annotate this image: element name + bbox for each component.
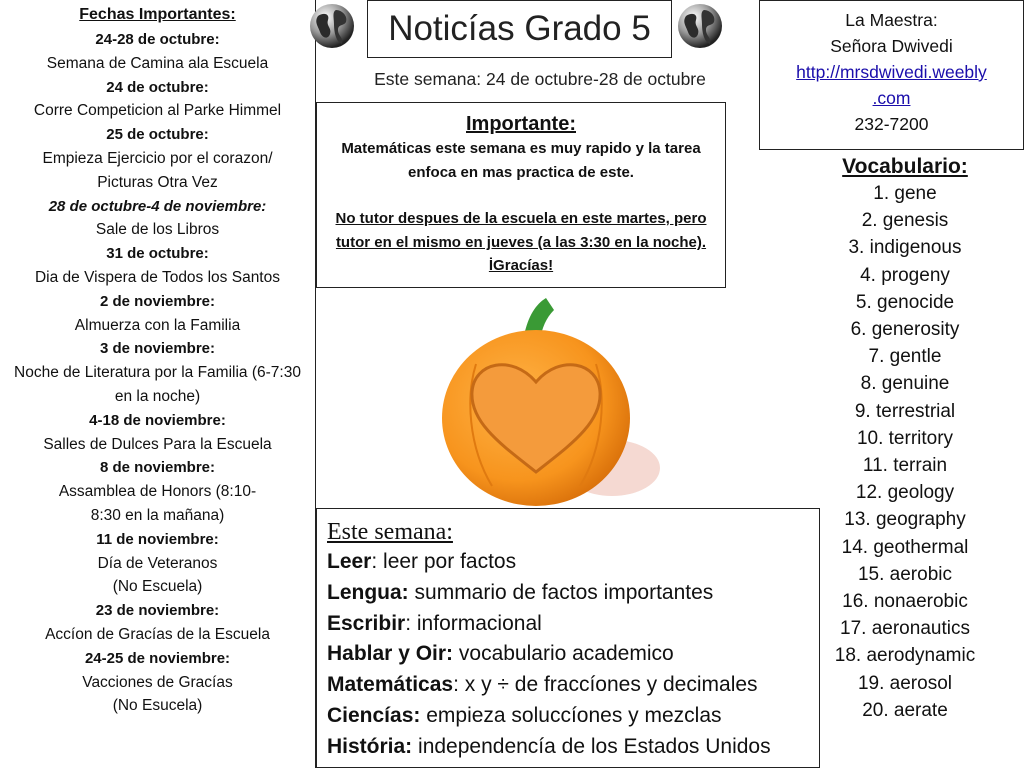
date-item: 24-28 de octubre: Semana de Camina ala Escuela — [46, 31, 269, 72]
vocabulary-word: 20. aerate — [862, 699, 948, 721]
date-item: 25 de octubre: Empieza Ejercicio por el corazon/ Picturas Otra Vez — [42, 126, 273, 191]
important-dates-column — [0, 0, 316, 768]
date-item: 24 de octubre: Corre Competicion al Parke Himmel — [33, 78, 282, 120]
date-item: 23 de noviembre: Accíon de Gracías de la Escuela — [45, 602, 270, 643]
vocabulary-word: 18. aerodynamic — [834, 645, 976, 667]
subject-row: Ciencías: empieza soluccíones y mezclas — [327, 703, 722, 727]
pumpkin-heart-image — [436, 296, 666, 508]
teacher-label: La Maestra: — [845, 10, 938, 30]
date-item: 4-18 de noviembre: Salles de Dulces Para la Escuela — [43, 411, 272, 453]
vocabulary-word: 2. genesis — [861, 210, 949, 232]
date-item: 24-25 de noviembre: Vacciones de Gracías (No Esucela) — [82, 649, 233, 715]
subject-row: Matemáticas: x y ÷ de fraccíones y decimales — [327, 673, 758, 697]
week-range: Este semana: 24 de octubre-28 de octubre — [374, 69, 706, 89]
date-item: 28 de octubre-4 de noviembre: Sale de los Libros — [48, 197, 267, 239]
subject-row: Leer: leer por factos — [327, 550, 517, 573]
vocabulary-word: 9. terrestrial — [854, 400, 956, 422]
important-note-math: Matemáticas este semana es muy rapido y la tarea enfoca en mas practica de este. — [341, 140, 701, 181]
vocabulary-word: 5. genocide — [855, 291, 955, 313]
subject-row: Escribir: informacional — [327, 611, 542, 635]
this-week-box — [316, 508, 820, 768]
vocabulary-word: 19. aerosol — [857, 672, 952, 694]
vocabulary-word: 8. genuine — [860, 373, 950, 395]
vocabulary-word: 11. terrain — [862, 455, 948, 477]
vocabulary-word: 13. geography — [844, 509, 966, 531]
globe-icon — [676, 2, 724, 50]
vocabulary-word: 17. aeronautics — [840, 618, 970, 640]
dates-heading: Fechas Importantes: — [79, 6, 236, 23]
vocabulary-word: 6. generosity — [850, 319, 960, 341]
globe-icon — [308, 2, 356, 50]
teacher-info-box — [759, 0, 1024, 150]
vocabulary-word: 4. progeny — [860, 264, 950, 286]
vocabulary-word: 3. indigenous — [848, 237, 962, 259]
teacher-name: Señora Dwivedi — [830, 36, 953, 56]
important-title: Importante: — [466, 113, 576, 135]
vocabulary-word: 10. territory — [856, 427, 954, 449]
vocabulary-word: 15. aerobic — [857, 563, 952, 585]
vocabulary-word: 16. nonaerobic — [842, 591, 968, 613]
teacher-website-link[interactable]: http://mrsdwivedi.weebly .com — [796, 62, 987, 108]
subject-row: Lengua: summario de factos importantes — [327, 580, 714, 604]
subject-row: Hablar y Oir: vocabulario academico — [327, 642, 674, 666]
date-item: 31 de octubre: Dia de Vispera de Todos los Santos — [34, 245, 280, 286]
vocabulary-word: 14. geothermal — [841, 536, 969, 558]
vocabulary-word: 12. geology — [855, 482, 955, 504]
date-item: 8 de noviembre: Assamblea de Honors (8:10-8:30 en la mañana) — [58, 459, 257, 524]
subject-row: História: independencía de los Estados Unidos — [327, 734, 771, 758]
vocabulary-title: Vocabulario: — [842, 155, 968, 178]
important-note-tutor: No tutor despues de la escuela en este martes, pero tutor en el mismo en jueves (a las 3:30 en la noche). İGracías! — [335, 210, 707, 275]
date-item: 2 de noviembre: Almuerza con la Familia — [74, 292, 241, 334]
important-box — [316, 102, 726, 288]
vocabulary-list — [800, 153, 1010, 724]
date-item: 11 de noviembre: Día de Veteranos (No Escuela) — [96, 530, 219, 596]
teacher-phone: 232-7200 — [854, 114, 929, 134]
page-title: Noticías Grado 5 — [367, 0, 672, 58]
this-week-title: Este semana: — [327, 519, 453, 545]
vocabulary-word: 1. gene — [873, 183, 937, 204]
date-item: 3 de noviembre: Noche de Literatura por la Familia (6-7:30 en la noche) — [14, 340, 301, 405]
vocabulary-word: 7. gentle — [868, 346, 942, 368]
